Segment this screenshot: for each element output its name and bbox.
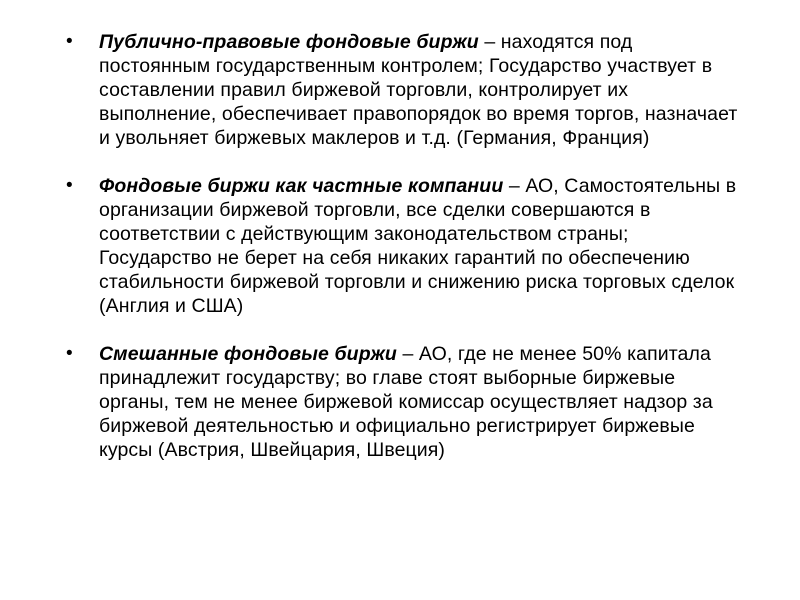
bullet-list	[66, 30, 746, 462]
bullet-item-public-law-exchanges	[66, 30, 746, 150]
bullet-item-private-company-exchanges	[66, 174, 746, 318]
bullet-text: – АО, где не менее 50% капитала принадлежит государству; во главе стоят выборные биржевые органы, тем не менее биржевой комиссар осуществляет надзор за биржевой деятельностью и официально регистрирует биржевые курсы (Австрия, Швейцария, Швеция)	[99, 343, 713, 461]
bullet-term: Смешанные фондовые биржи	[99, 343, 397, 365]
bullet-text: – АО, Самостоятельны в организации биржевой торговли, все сделки совершаются в соответствии с действующим законодательством страны; Государство не берет на себя никаких гарантий по обеспечению стабильности биржевой торговли и снижению риска торговых сделок (Англия и США)	[99, 175, 737, 317]
bullet-term: Фондовые биржи как частные компании	[99, 175, 504, 197]
bullet-text: – находятся под постоянным государственным контролем; Государство участвует в составлении правил биржевой торговли, контролирует их выполнение, обеспечивает правопорядок во время торгов, назначает и увольняет биржевых маклеров и т.д. (Германия, Франция)	[99, 31, 738, 149]
bullet-item-mixed-exchanges	[66, 342, 746, 462]
bullet-term: Публично-правовые фондовые биржи	[99, 31, 479, 53]
